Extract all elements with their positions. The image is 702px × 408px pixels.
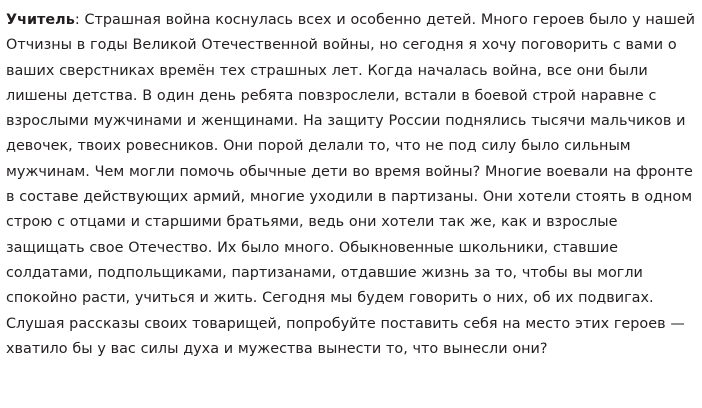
teacher-speech-paragraph: [6, 8, 696, 362]
speaker-label: Учитель: [6, 12, 75, 28]
speaker-separator: :: [74, 12, 85, 28]
paragraph-body: Страшная война коснулась всех и особенно детей. Много героев было у нашей Отчизны в годы Великой Отечественной войны, но сегодня я хочу поговорить с вами о ваших сверстниках времён тех страшных лет. Когда началась война, все они были лишены детства. В один день ребята повзрослели, встали в боевой строй наравне с взрослыми мужчинами и женщинами. На защиту России поднялись тысячи мальчиков и девочек, твоих ровесников. Они порой делали то, что не под силу было сильным мужчинам. Чем могли помочь обычные дети во время войны? Многие воевали на фронте в составе действующих армий, многие уходили в партизаны. Они хотели стоять в одном строю с отцами и старшими братьями, ведь они хотели так же, как и взрослые защищать свое Отечество. Их было много. Обыкновенные школьники, ставшие солдатами, подпольщиками, партизанами, отдавшие жизнь за то, чтобы вы могли спокойно расти, учиться и жить. Сегодня мы будем говорить о них, об их подвигах. Слушая рассказы своих товарищей, попробуйте поставить себя на место этих героев — хватило бы у вас силы духа и мужества вынести то, что вынесли они?: [6, 12, 695, 357]
